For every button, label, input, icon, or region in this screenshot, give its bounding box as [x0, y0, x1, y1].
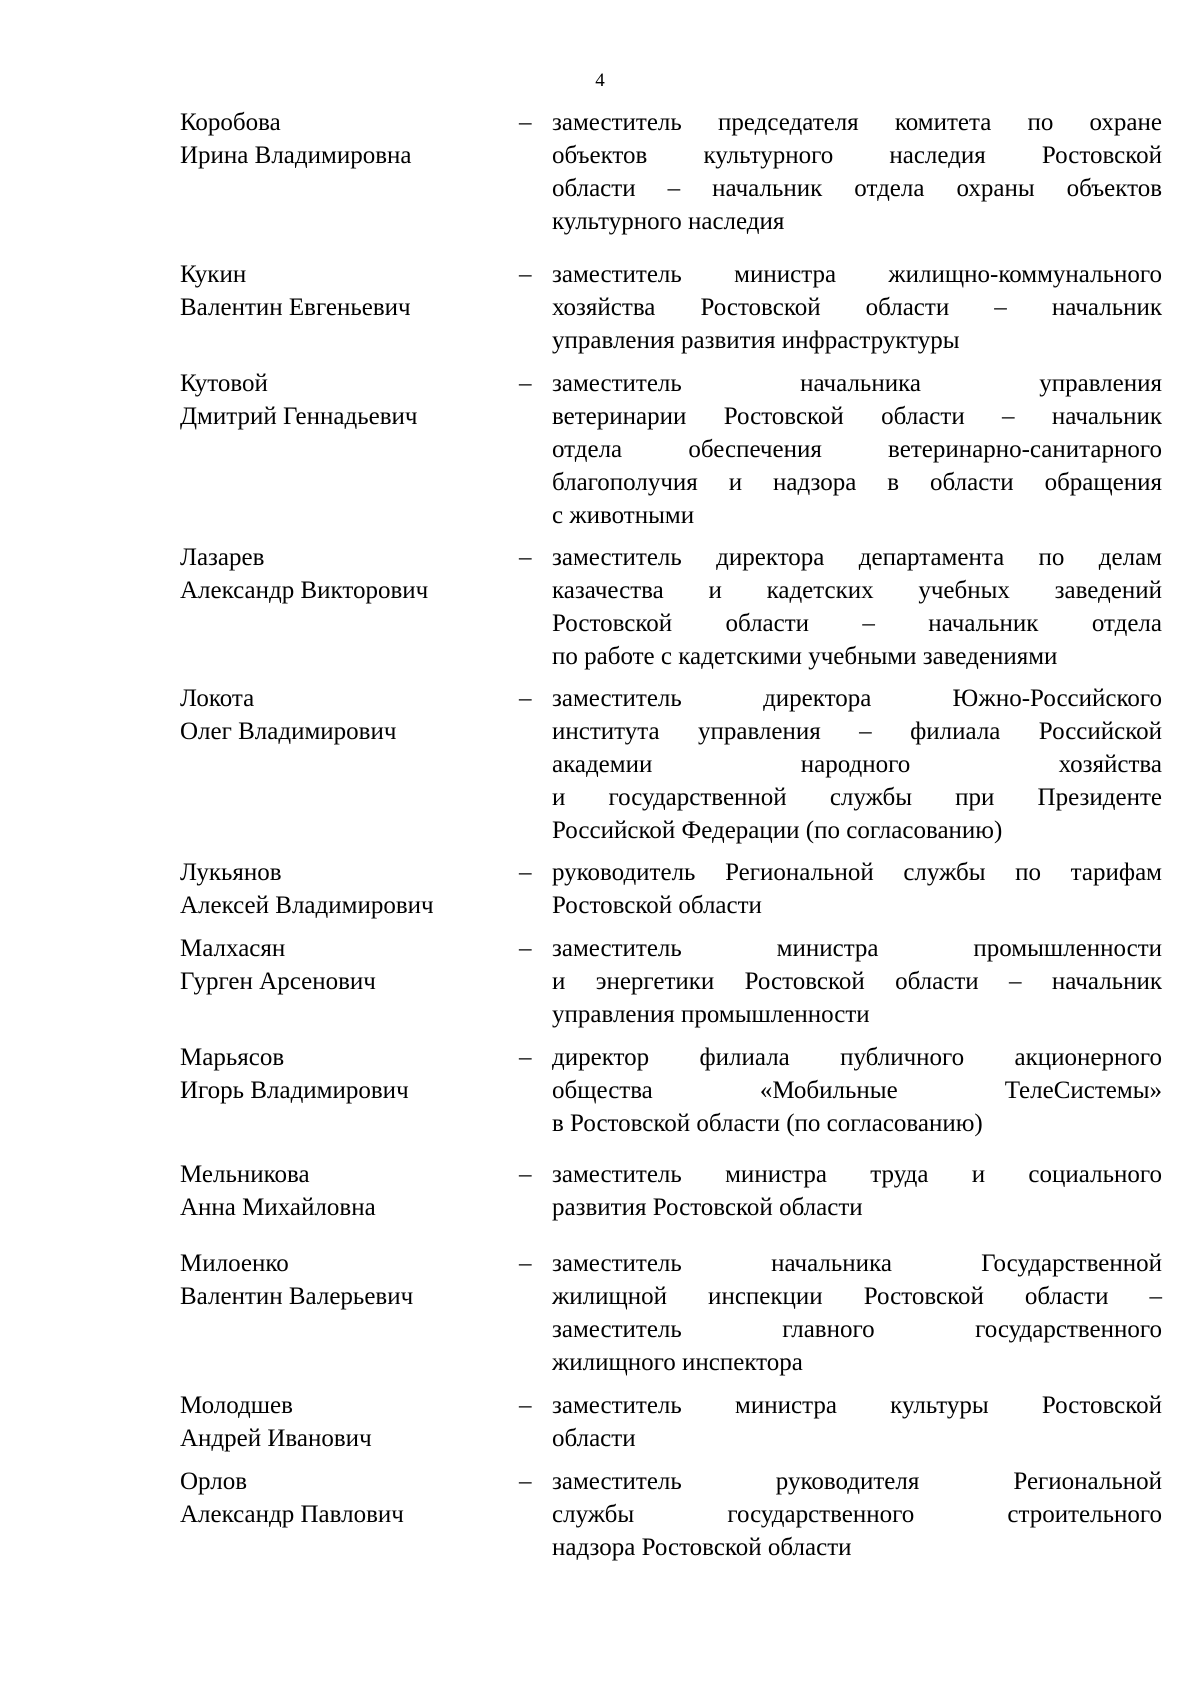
position-line: управления промышленности — [552, 1001, 870, 1028]
member-position — [552, 1158, 1162, 1224]
member-surname: Кутовой — [180, 370, 268, 397]
member-name — [180, 682, 500, 748]
position-line: заместитель директора департамента по делам — [552, 544, 1162, 571]
member-position — [552, 541, 1162, 673]
position-line: заместитель министра культуры Ростовской — [552, 1392, 1162, 1419]
position-line: надзора Ростовской области — [552, 1534, 852, 1561]
position-line: заместитель начальника управления — [552, 370, 1162, 397]
position-line: заместитель министра жилищно-коммунального — [552, 261, 1162, 288]
position-line: и государственной службы при Президенте — [552, 784, 1162, 811]
member-surname: Мельникова — [180, 1161, 310, 1188]
position-line: академии народного хозяйства — [552, 751, 1162, 778]
member-given-names: Валентин Валерьевич — [180, 1283, 414, 1310]
separator-dash: – — [519, 859, 532, 886]
member-given-names: Александр Викторович — [180, 577, 429, 604]
member-given-names: Игорь Владимирович — [180, 1077, 409, 1104]
position-line: и энергетики Ростовской области – начальник — [552, 968, 1162, 995]
member-given-names: Гурген Арсенович — [180, 968, 376, 995]
member-surname: Милоенко — [180, 1250, 289, 1277]
position-line: заместитель директора Южно-Российского — [552, 685, 1162, 712]
member-given-names: Андрей Иванович — [180, 1425, 372, 1452]
position-line: заместитель главного государственного — [552, 1316, 1162, 1343]
page-number: 4 — [595, 70, 605, 91]
position-line: руководитель Региональной службы по тарифам — [552, 859, 1162, 886]
separator-dash: – — [519, 261, 532, 288]
member-name — [180, 367, 500, 433]
position-line: службы государственного строительного — [552, 1501, 1162, 1528]
position-line: заместитель начальника Государственной — [552, 1250, 1162, 1277]
separator-dash: – — [519, 1392, 532, 1419]
position-line: заместитель министра промышленности — [552, 935, 1162, 962]
member-name — [180, 258, 500, 324]
separator-dash: – — [519, 544, 532, 571]
member-position — [552, 1247, 1162, 1379]
member-name — [180, 1158, 500, 1224]
member-surname: Кукин — [180, 261, 247, 288]
separator-dash: – — [519, 1161, 532, 1188]
member-surname: Лазарев — [180, 544, 265, 571]
separator-dash: – — [519, 370, 532, 397]
member-given-names: Алексей Владимирович — [180, 892, 434, 919]
position-line: области – начальник отдела охраны объектов — [552, 175, 1162, 202]
member-given-names: Валентин Евгеньевич — [180, 294, 411, 321]
position-line: ветеринарии Ростовской области – начальник — [552, 403, 1162, 430]
member-given-names: Ирина Владимировна — [180, 142, 412, 169]
position-line: по работе с кадетскими учебными заведениями — [552, 643, 1058, 670]
member-position — [552, 856, 1162, 922]
position-line: Ростовской области – начальник отдела — [552, 610, 1162, 637]
member-position — [552, 106, 1162, 238]
position-line: области — [552, 1425, 636, 1452]
member-name — [180, 106, 500, 172]
member-position — [552, 682, 1162, 847]
member-surname: Молодшев — [180, 1392, 293, 1419]
position-line: жилищного инспектора — [552, 1349, 803, 1376]
member-surname: Лукьянов — [180, 859, 282, 886]
member-name — [180, 1041, 500, 1107]
member-given-names: Анна Михайловна — [180, 1194, 376, 1221]
separator-dash: – — [519, 109, 532, 136]
member-name — [180, 1389, 500, 1455]
member-surname: Орлов — [180, 1468, 248, 1495]
member-surname: Коробова — [180, 109, 281, 136]
member-position — [552, 258, 1162, 357]
member-name — [180, 1465, 500, 1531]
position-line: Российской Федерации (по согласованию) — [552, 817, 1003, 844]
separator-dash: – — [519, 685, 532, 712]
position-line: в Ростовской области (по согласованию) — [552, 1110, 983, 1137]
member-given-names: Александр Павлович — [180, 1501, 404, 1528]
separator-dash: – — [519, 1044, 532, 1071]
position-line: Ростовской области — [552, 892, 762, 919]
member-position — [552, 932, 1162, 1031]
position-line: заместитель руководителя Региональной — [552, 1468, 1162, 1495]
position-line: развития Ростовской области — [552, 1194, 863, 1221]
position-line: заместитель председателя комитета по охране — [552, 109, 1162, 136]
position-line: института управления – филиала Российской — [552, 718, 1162, 745]
member-surname: Марьясов — [180, 1044, 285, 1071]
position-line: с животными — [552, 502, 695, 529]
position-line: хозяйства Ростовской области – начальник — [552, 294, 1162, 321]
member-name — [180, 541, 500, 607]
separator-dash: – — [519, 1468, 532, 1495]
position-line: отдела обеспечения ветеринарно-санитарного — [552, 436, 1162, 463]
separator-dash: – — [519, 1250, 532, 1277]
position-line: директор филиала публичного акционерного — [552, 1044, 1162, 1071]
member-name — [180, 932, 500, 998]
member-name — [180, 1247, 500, 1313]
member-name — [180, 856, 500, 922]
member-position — [552, 1465, 1162, 1564]
member-given-names: Дмитрий Геннадьевич — [180, 403, 418, 430]
position-line: культурного наследия — [552, 208, 785, 235]
member-position — [552, 1041, 1162, 1140]
position-line: жилищной инспекции Ростовской области – — [552, 1283, 1162, 1310]
member-given-names: Олег Владимирович — [180, 718, 397, 745]
position-line: казачества и кадетских учебных заведений — [552, 577, 1162, 604]
position-line: общества «Мобильные ТелеСистемы» — [552, 1077, 1162, 1104]
member-position — [552, 1389, 1162, 1455]
position-line: управления развития инфраструктуры — [552, 327, 960, 354]
position-line: объектов культурного наследия Ростовской — [552, 142, 1162, 169]
member-surname: Малхасян — [180, 935, 286, 962]
position-line: благополучия и надзора в области обращения — [552, 469, 1162, 496]
separator-dash: – — [519, 935, 532, 962]
member-surname: Локота — [180, 685, 255, 712]
position-line: заместитель министра труда и социального — [552, 1161, 1162, 1188]
member-position — [552, 367, 1162, 532]
